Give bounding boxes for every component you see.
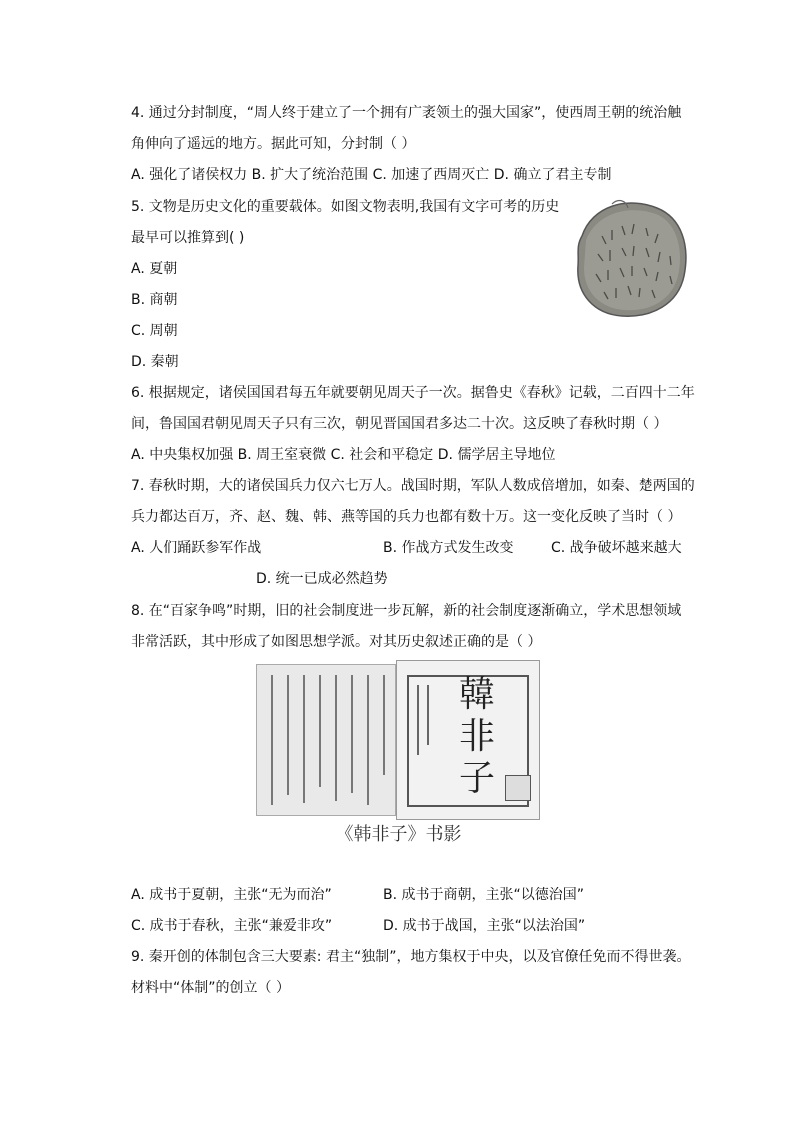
q8-stem-line2: 非常活跃，其中形成了如图思想学派。对其历史叙述正确的是（ ） bbox=[131, 634, 542, 650]
cover-title-char-3: 子 bbox=[459, 758, 496, 799]
q5-option-d: D. 秦朝 bbox=[131, 354, 179, 370]
q7-option-a: A. 人们踊跃参军作战 bbox=[131, 540, 262, 556]
q9-stem-line2: 材料中“体制”的创立（ ） bbox=[131, 980, 290, 996]
cover-title-char-2: 非 bbox=[459, 716, 496, 757]
q9-stem-line1: 9. 秦开创的体制包含三大要素: 君主“独制”，地方集权于中央，以及官僚任免而不得世袭。 bbox=[131, 949, 691, 965]
han-feizi-book-image bbox=[256, 660, 541, 845]
q7-stem-line1: 7. 春秋时期，大的诸侯国兵力仅六七万人。战国时期，军队人数成倍增加，如秦、楚两国的 bbox=[131, 478, 695, 494]
q8-option-c: C. 成书于春秋，主张“兼爱非攻” bbox=[131, 918, 333, 934]
q7-option-c: C. 战争破坏越来越大 bbox=[551, 540, 682, 556]
q5-option-c: C. 周朝 bbox=[131, 323, 178, 339]
seal-stamp bbox=[505, 775, 531, 801]
q4-stem-line2: 角伸向了遥远的地方。据此可知，分封制（ ） bbox=[131, 136, 416, 152]
q6-stem-line1: 6. 根据规定，诸侯国国君每五年就要朝见周天子一次。据鲁史《春秋》记载，二百四十二年 bbox=[131, 385, 695, 401]
q8-stem-line1: 8. 在“百家争鸣”时期，旧的社会制度进一步瓦解，新的社会制度逐渐确立，学术思想领域 bbox=[131, 603, 682, 619]
q4-stem-line1: 4. 通过分封制度，“周人终于建立了一个拥有广袤领土的强大国家”，使西周王朝的统治触 bbox=[131, 105, 682, 121]
q7-option-d: D. 统一已成必然趋势 bbox=[256, 571, 388, 587]
q7-option-b: B. 作战方式发生改变 bbox=[383, 540, 514, 556]
q8-option-d: D. 成书于战国，主张“以法治国” bbox=[383, 918, 586, 934]
q7-stem-line2: 兵力都达百万，齐、赵、魏、韩、燕等国的兵力也都有数十万。这一变化反映了当时（ ） bbox=[131, 509, 682, 525]
book-image-caption: 《韩非子》书影 bbox=[335, 824, 462, 845]
q5-stem-line2: 最早可以推算到( ) bbox=[131, 230, 245, 246]
q8-option-a: A. 成书于夏朝，主张“无为而治” bbox=[131, 887, 332, 903]
q6-options: A. 中央集权加强 B. 周王室衰微 C. 社会和平稳定 D. 儒学居主导地位 bbox=[131, 447, 556, 463]
oracle-bone-icon bbox=[572, 196, 692, 320]
q4-options: A. 强化了诸侯权力 B. 扩大了统治范围 C. 加速了西周灭亡 D. 确立了君主专制 bbox=[131, 167, 612, 183]
q5-option-b: B. 商朝 bbox=[131, 292, 178, 308]
book-cover bbox=[396, 660, 540, 820]
book-left-page bbox=[256, 664, 396, 816]
cover-title-char-1: 韓 bbox=[459, 674, 496, 715]
q5-option-a: A. 夏朝 bbox=[131, 261, 178, 277]
q6-stem-line2: 间，鲁国国君朝见周天子只有三次，朝见晋国国君多达二十次。这反映了春秋时期（ ） bbox=[131, 416, 668, 432]
q8-option-b: B. 成书于商朝，主张“以德治国” bbox=[383, 887, 585, 903]
q5-stem-line1: 5. 文物是历史文化的重要载体。如图文物表明,我国有文字可考的历史 bbox=[131, 199, 560, 215]
